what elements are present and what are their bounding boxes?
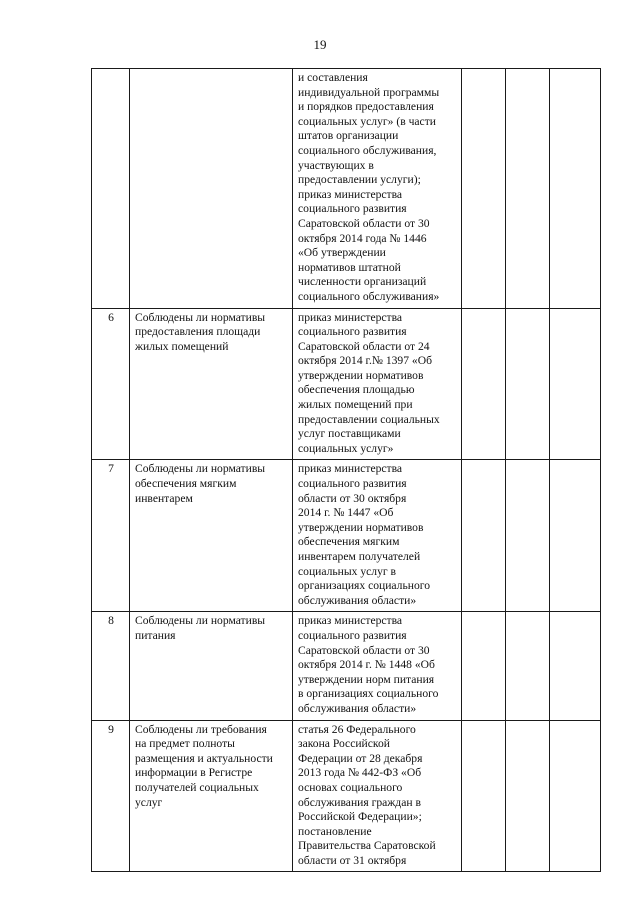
table-row	[92, 308, 601, 460]
answer-yes-cell	[462, 460, 506, 612]
row-number: 7	[92, 460, 130, 612]
not-applicable-cell	[550, 308, 601, 460]
table-row	[92, 460, 601, 612]
answer-no-cell	[506, 308, 550, 460]
answer-yes-cell	[462, 69, 506, 309]
legal-basis-cell: приказ министерства социального развития Саратовской области от 30 октября 2014 г. № 1448 «Об утверждении норм питания в организациях социального обслуживания области»	[293, 612, 462, 720]
not-applicable-cell	[550, 612, 601, 720]
not-applicable-cell	[550, 720, 601, 872]
page-number: 19	[313, 37, 327, 52]
answer-no-cell	[506, 460, 550, 612]
answer-no-cell	[506, 69, 550, 309]
question-cell: Соблюдены ли нормативы предоставления площади жилых помещений	[130, 308, 293, 460]
table-row	[92, 720, 601, 872]
answer-no-cell	[506, 720, 550, 872]
question-cell: Соблюдены ли нормативы питания	[130, 612, 293, 720]
row-number: 6	[92, 308, 130, 460]
legal-basis-cell: и составления индивидуальной программы и порядков предоставления социальных услуг» (в части штатов организации социального обслуживания, участвующих в предоставлении услуги); приказ министерства социального развития Саратовской области от 30 октября 2014 года № 1446 «Об утверждении нормативов штатной численности организаций социального обслуживания»	[293, 69, 462, 309]
row-number: 8	[92, 612, 130, 720]
checklist-table	[91, 68, 601, 872]
row-number: 9	[92, 720, 130, 872]
question-cell: Соблюдены ли нормативы обеспечения мягким инвентарем	[130, 460, 293, 612]
answer-yes-cell	[462, 612, 506, 720]
answer-yes-cell	[462, 720, 506, 872]
question-cell: Соблюдены ли требования на предмет полноты размещения и актуальности информации в Регистре получателей социальных услуг	[130, 720, 293, 872]
answer-no-cell	[506, 612, 550, 720]
not-applicable-cell	[550, 460, 601, 612]
table-row	[92, 612, 601, 720]
answer-yes-cell	[462, 308, 506, 460]
table-row	[92, 69, 601, 309]
row-number	[92, 69, 130, 309]
legal-basis-cell: приказ министерства социального развития Саратовской области от 24 октября 2014 г.№ 1397 «Об утверждении нормативов обеспечения площадью жилых помещений при предоставлении социальных услуг поставщиками социальных услуг»	[293, 308, 462, 460]
legal-basis-cell: приказ министерства социального развития области от 30 октября 2014 г. № 1447 «Об утверждении нормативов обеспечения мягким инвентарем получателей социальных услуг в организациях социального обслуживания области»	[293, 460, 462, 612]
question-cell	[130, 69, 293, 309]
not-applicable-cell	[550, 69, 601, 309]
legal-basis-cell: статья 26 Федерального закона Российской Федерации от 28 декабря 2013 года № 442-ФЗ «Об основах социального обслуживания граждан в Российской Федерации»; постановление Правительства Саратовской области от 31 октября	[293, 720, 462, 872]
